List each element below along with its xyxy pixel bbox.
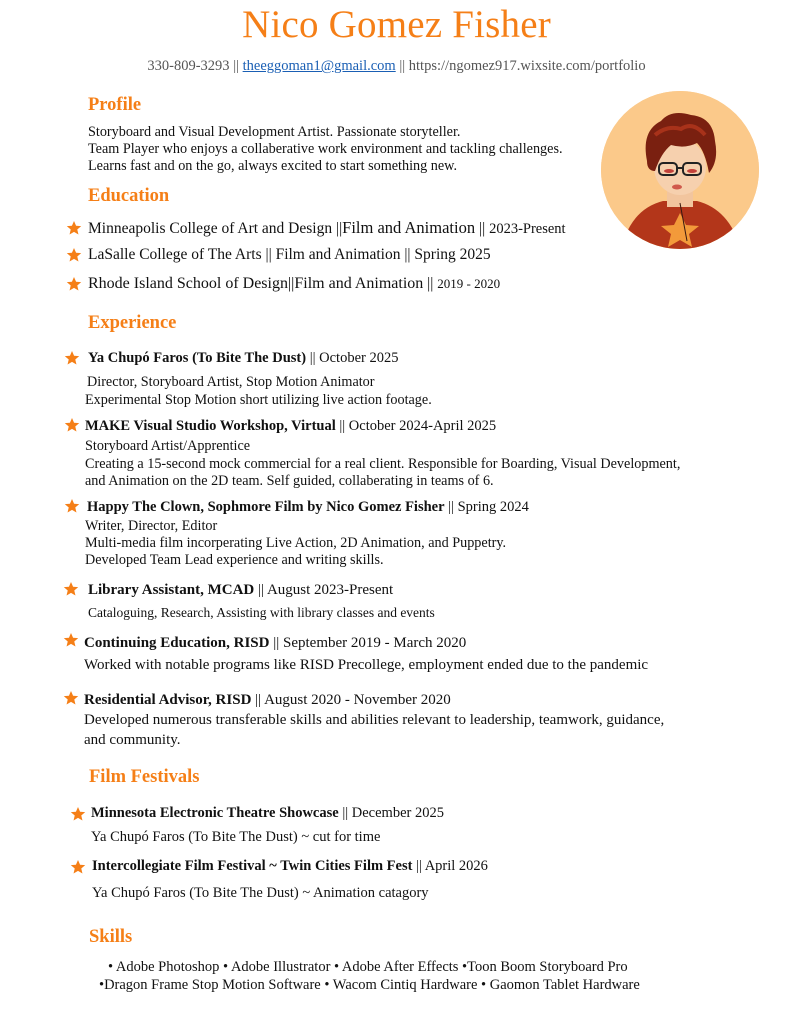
website: https://ngomez917.wixsite.com/portfolio	[408, 58, 646, 74]
skills-line: • Adobe Photoshop • Adobe Illustrator • Adobe After Effects •Toon Boom Storyboard Pro	[108, 959, 628, 975]
profile-line: Team Player who enjoys a collaberative work environment and tackling challenges.	[88, 141, 563, 157]
skills-line: •Dragon Frame Stop Motion Software • Wacom Cintiq Hardware • Gaomon Tablet Hardware	[99, 977, 640, 993]
separator: ||	[400, 246, 415, 263]
section-title-profile: Profile	[88, 95, 142, 115]
phone: 330-809-3293	[147, 58, 230, 74]
star-bullet-icon	[64, 350, 80, 366]
experience-line: Writer, Director, Editor	[85, 518, 218, 534]
separator: ||	[423, 275, 438, 292]
section-title-skills: Skills	[89, 927, 133, 947]
experience-line: Director, Storyboard Artist, Stop Motion Animator	[87, 374, 375, 390]
program: Film and Animation	[342, 218, 476, 237]
date: || August 2023-Present	[254, 582, 394, 598]
profile-line: Storyboard and Visual Development Artist. Passionate storyteller.	[88, 124, 461, 140]
section-title-experience: Experience	[88, 313, 177, 333]
experience-line: Developed Team Lead experience and writing skills.	[85, 552, 384, 568]
star-bullet-icon	[64, 498, 80, 514]
separator: ||	[395, 58, 409, 74]
avatar	[601, 91, 759, 249]
program: Film and Animation	[294, 275, 424, 292]
festival-heading	[91, 805, 444, 822]
date: || October 2025	[306, 350, 399, 366]
festival-name: Intercollegiate Film Festival ~ Twin Cities Film Fest	[92, 858, 413, 874]
separator: ||	[229, 58, 243, 74]
star-bullet-icon	[66, 276, 82, 292]
date: || Spring 2024	[444, 499, 529, 515]
experience-heading	[84, 635, 466, 652]
experience-line: Developed numerous transferable skills and abilities relevant to leadership, teamwork, guidance,	[84, 712, 665, 728]
section-title-film-festivals: Film Festivals	[89, 767, 200, 787]
experience-heading	[85, 418, 496, 435]
education-item	[88, 218, 566, 238]
date: || September 2019 - March 2020	[269, 635, 467, 651]
date: Spring 2025	[414, 246, 491, 263]
date: || April 2026	[412, 858, 488, 874]
experience-heading	[88, 582, 393, 599]
program: Film and Animation	[275, 246, 401, 263]
profile-line: Learns fast and on the go, always excited to start something new.	[88, 158, 458, 174]
experience-line: Cataloguing, Research, Assisting with library classes and events	[88, 605, 435, 620]
school: LaSalle College of The Arts ||	[88, 246, 276, 263]
separator: ||	[475, 220, 490, 237]
role: Library Assistant, MCAD	[88, 582, 255, 598]
star-bullet-icon	[70, 859, 86, 875]
date: || August 2020 - November 2020	[251, 692, 451, 708]
school: Minneapolis College of Art and Design ||	[88, 220, 343, 237]
school: Rhode Island School of Design||	[88, 275, 295, 292]
date: 2023-Present	[489, 221, 566, 237]
star-bullet-icon	[64, 417, 80, 433]
star-bullet-icon	[63, 690, 79, 706]
experience-line: Experimental Stop Motion short utilizing live action footage.	[85, 392, 432, 408]
email-link[interactable]: theeggoman1@gmail.com	[242, 58, 396, 74]
resume-name: Nico Gomez Fisher	[242, 3, 551, 46]
section-title-education: Education	[88, 186, 170, 206]
contact-line	[0, 58, 793, 75]
star-bullet-icon	[70, 806, 86, 822]
education-item	[88, 246, 491, 264]
education-item	[88, 275, 500, 293]
role: Continuing Education, RISD	[84, 635, 270, 651]
experience-heading	[87, 499, 529, 516]
festival-line: Ya Chupó Faros (To Bite The Dust) ~ Animation catagory	[92, 885, 429, 901]
role: Happy The Clown, Sophmore Film by Nico Gomez Fisher	[87, 499, 445, 515]
role: Ya Chupó Faros (To Bite The Dust)	[88, 350, 307, 366]
portrait-illustration	[601, 91, 759, 249]
star-bullet-icon	[63, 581, 79, 597]
star-bullet-icon	[66, 220, 82, 236]
role: MAKE Visual Studio Workshop, Virtual	[85, 418, 336, 434]
experience-heading	[88, 350, 398, 367]
date: || December 2025	[338, 805, 444, 821]
experience-line: Multi-media film incorperating Live Action, 2D Animation, and Puppetry.	[85, 535, 507, 551]
role: Residential Advisor, RISD	[84, 692, 252, 708]
festival-name: Minnesota Electronic Theatre Showcase	[91, 805, 339, 821]
date: || October 2024-April 2025	[335, 418, 497, 434]
experience-line: Creating a 15-second mock commercial for a real client. Responsible for Boarding, Visual Development,	[85, 456, 681, 472]
experience-line: Worked with notable programs like RISD Precollege, employment ended due to the pandemic	[84, 657, 649, 673]
festival-line: Ya Chupó Faros (To Bite The Dust) ~ cut for time	[91, 829, 381, 845]
star-bullet-icon	[63, 632, 79, 648]
star-bullet-icon	[66, 247, 82, 263]
festival-heading	[92, 858, 488, 875]
experience-line: and Animation on the 2D team. Self guided, collaberating in teams of 6.	[85, 473, 494, 489]
experience-line: Storyboard Artist/Apprentice	[85, 438, 251, 454]
experience-line: and community.	[84, 732, 181, 748]
experience-heading	[84, 692, 451, 709]
date: 2019 - 2020	[437, 276, 501, 291]
